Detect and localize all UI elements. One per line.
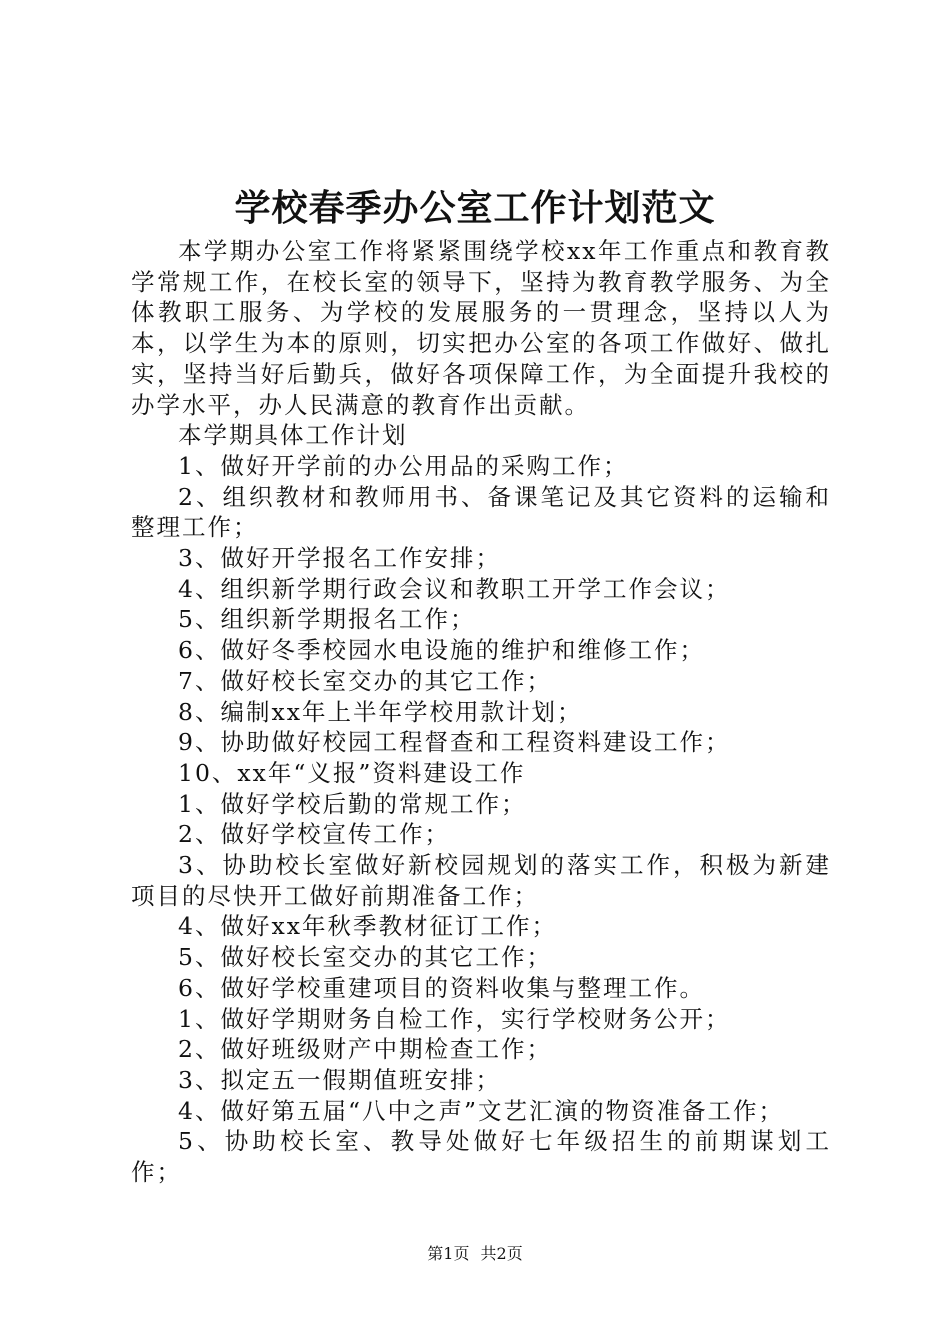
document-title: 学校春季办公室工作计划范文 [234, 187, 716, 229]
list-item: 1、做好学校后勤的常规工作； [178, 789, 527, 818]
list-item: 10、xx年“义报”资料建设工作 [178, 758, 526, 787]
list-item: 4、组织新学期行政会议和教职工开学工作会议； [178, 574, 731, 603]
list-item: 5、协助校长室、教导处做好七年级招生的前期谋划工作； [131, 1127, 831, 1187]
list-item: 3、做好开学报名工作安排； [178, 544, 501, 573]
list-item: 2、做好学校宣传工作； [178, 820, 450, 849]
list-item: 2、做好班级财产中期检查工作； [178, 1035, 552, 1064]
paragraph-plan-heading: 本学期具体工作计划 [178, 421, 408, 450]
list-item: 1、做好开学前的办公用品的采购工作； [178, 451, 629, 480]
page-footer [0, 1242, 950, 1266]
page-total: 共2页 [480, 1244, 523, 1263]
list-item: 3、协助校长室做好新校园规划的落实工作，积极为新建项目的尽快开工做好前期准备工作； [131, 851, 831, 910]
page-number: 第1页 [427, 1244, 470, 1263]
list-item: 9、协助做好校园工程督查和工程资料建设工作； [178, 728, 731, 757]
list-item: 6、做好学校重建项目的资料收集与整理工作。 [178, 973, 705, 1002]
list-item: 8、编制xx年上半年学校用款计划； [178, 697, 583, 726]
list-item: 7、做好校长室交办的其它工作； [178, 666, 552, 695]
list-item: 6、做好冬季校园水电设施的维护和维修工作； [178, 636, 705, 665]
list-item: 4、做好第五届“八中之声”文艺汇演的物资准备工作； [178, 1096, 784, 1125]
list-item: 1、做好学期财务自检工作，实行学校财务公开； [178, 1004, 731, 1033]
paragraph-intro: 本学期办公室工作将紧紧围绕学校xx年工作重点和教育教学常规工作，在校长室的领导下，坚持为教育教学服务、为全体教职工服务、为学校的发展服务的一贯理念，坚持以人为本，以学生为本的原则，切实把办公室的各项工作做好、做扎实，坚持当好后勤兵，做好各项保障工作，为全面提升我校的办学水平，办人民满意的教育作出贡献。 [131, 237, 831, 419]
list-item: 3、拟定五一假期值班安排； [178, 1065, 501, 1094]
list-item: 5、组织新学期报名工作； [178, 605, 476, 634]
list-item: 5、做好校长室交办的其它工作； [178, 943, 552, 972]
list-item: 2、组织教材和教师用书、备课笔记及其它资料的运输和整理工作； [131, 482, 831, 542]
document-body [131, 236, 831, 1188]
list-item: 4、做好xx年秋季教材征订工作； [178, 912, 557, 941]
